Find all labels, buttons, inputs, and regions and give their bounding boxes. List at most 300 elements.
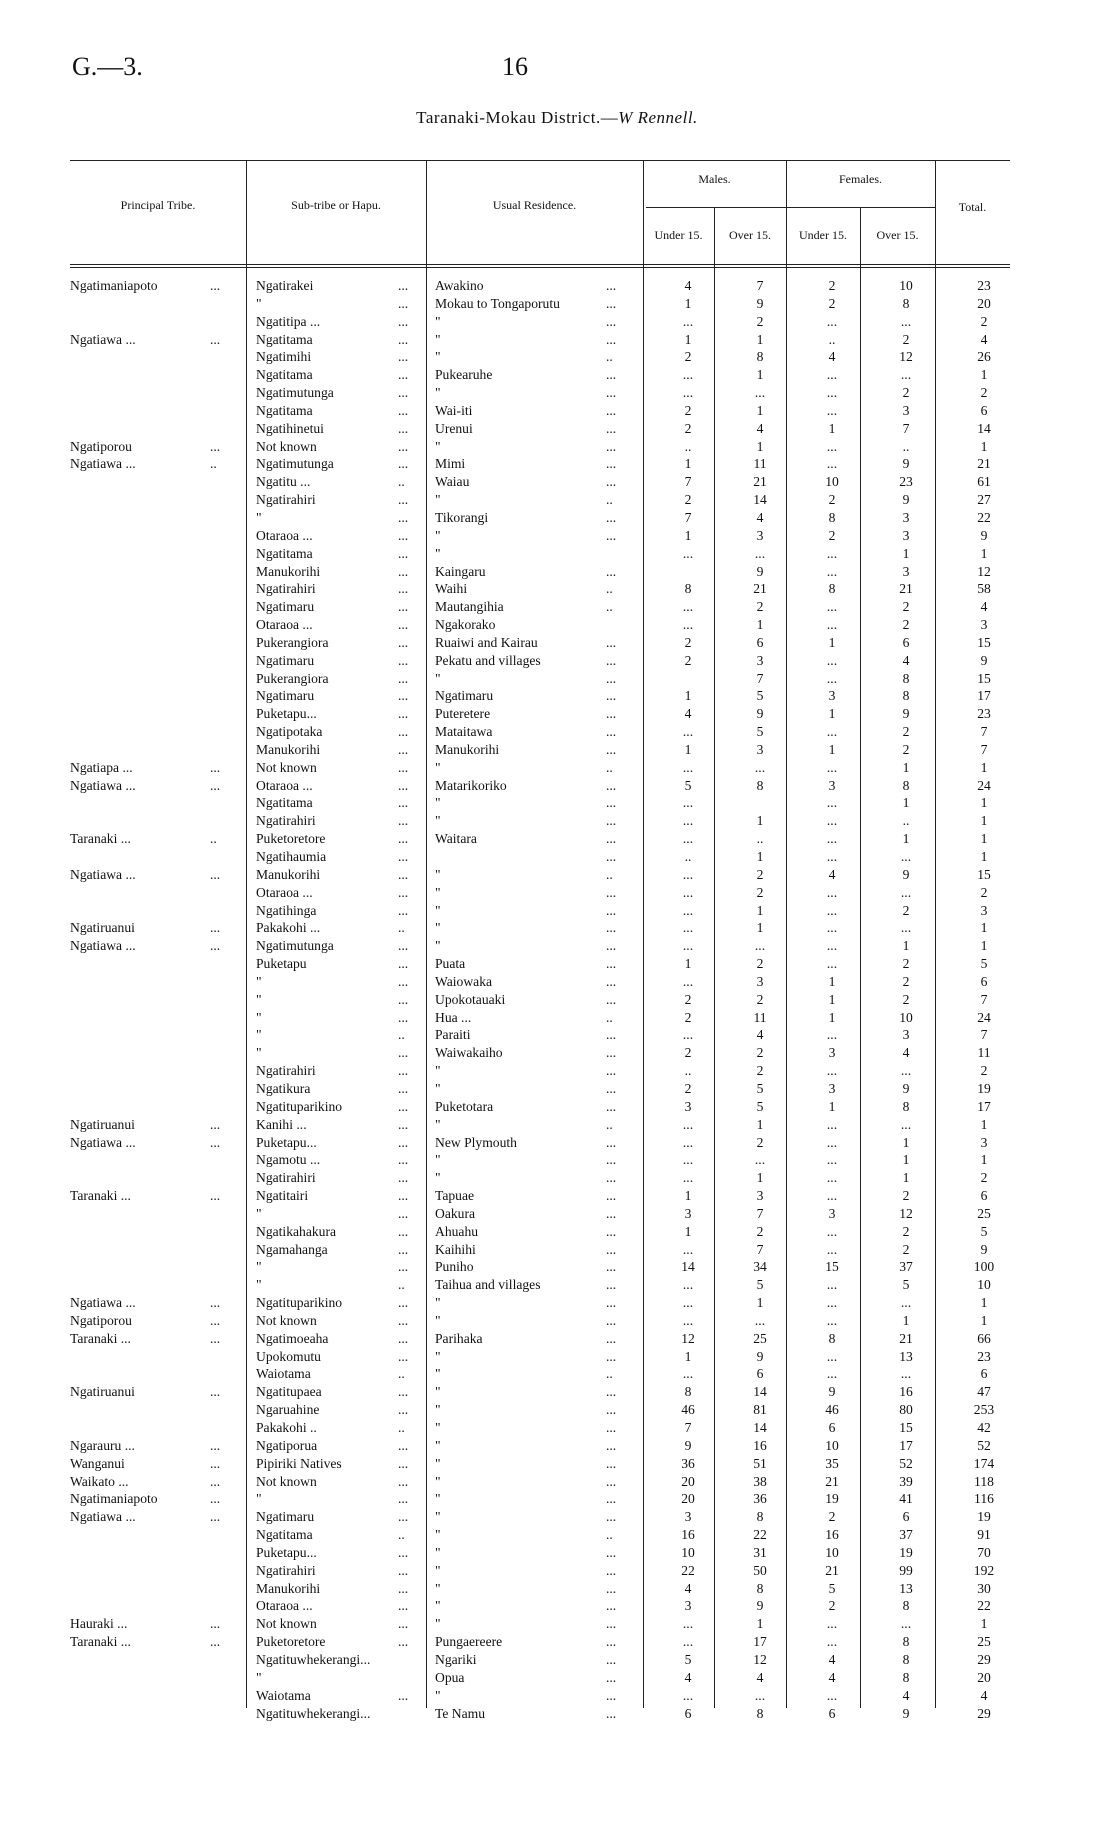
- subtribe-dots: ...: [398, 777, 409, 793]
- male-under15-cell: ...: [682, 1312, 694, 1328]
- subtribe-cell: Puketapu...: [256, 1134, 317, 1150]
- male-over15-cell: 5: [756, 1277, 764, 1293]
- table-row: [0, 1116, 1114, 1134]
- residence-cell: ": [435, 492, 441, 508]
- male-over15-cell: 50: [753, 1562, 767, 1578]
- subtribe-cell: ": [256, 509, 262, 525]
- residence-dots: ...: [606, 973, 617, 989]
- residence-cell: Parihaka: [435, 1330, 483, 1346]
- subtribe-cell: Upokomutu: [256, 1348, 321, 1364]
- residence-cell: Puata: [435, 956, 466, 972]
- table-row: [0, 670, 1114, 688]
- subtribe-cell: Ngatimaru: [256, 652, 315, 668]
- female-under15-cell: ...: [826, 385, 838, 401]
- female-over15-cell: 9: [902, 1705, 910, 1721]
- subtribe-dots: ..: [398, 1527, 405, 1543]
- subtribe-cell: Ngaruahine: [256, 1402, 320, 1418]
- male-under15-cell: 2: [684, 420, 692, 436]
- residence-dots: ...: [606, 1134, 617, 1150]
- female-under15-cell: ...: [826, 956, 838, 972]
- male-over15-cell: ...: [754, 1152, 766, 1168]
- female-under15-cell: 19: [825, 1491, 839, 1507]
- female-under15-cell: 1: [828, 706, 836, 722]
- male-under15-cell: ...: [682, 884, 694, 900]
- male-under15-cell: ...: [682, 545, 694, 561]
- tribe-cell: Ngatiawa ...: [70, 1134, 136, 1150]
- table-row: [0, 1633, 1114, 1651]
- table-row: [0, 1419, 1114, 1437]
- header-bottom-rule: [70, 264, 1010, 265]
- subtribe-cell: Ngatihaumia: [256, 849, 327, 864]
- female-over15-cell: 2: [902, 956, 910, 972]
- residence-cell: Ngatimaru: [435, 688, 494, 704]
- male-under15-cell: 3: [684, 1598, 692, 1614]
- female-under15-cell: ...: [826, 456, 838, 472]
- male-under15-cell: 1: [684, 956, 692, 972]
- col-header-females: Females.: [839, 172, 882, 186]
- residence-cell: ": [435, 1348, 441, 1364]
- female-over15-cell: 13: [899, 1348, 913, 1364]
- total-cell: 12: [977, 563, 991, 579]
- female-under15-cell: 10: [825, 474, 839, 490]
- total-cell: 1: [980, 1295, 988, 1311]
- male-over15-cell: 38: [753, 1473, 767, 1489]
- table-row: [0, 509, 1114, 527]
- subtribe-cell: Otaraoa ...: [256, 527, 313, 543]
- subtribe-cell: Ngatimutunga: [256, 938, 334, 954]
- table-row: [0, 545, 1114, 563]
- female-under15-cell: 35: [825, 1455, 839, 1471]
- male-over15-cell: 3: [756, 973, 764, 989]
- female-over15-cell: 2: [902, 385, 910, 401]
- subtribe-cell: Ngatitairi: [256, 1188, 309, 1204]
- table-row: [0, 1169, 1114, 1187]
- subtribe-dots: ..: [398, 1027, 405, 1043]
- subtribe-cell: ": [256, 1259, 262, 1275]
- male-under15-cell: 5: [684, 1651, 692, 1667]
- tribe-cell: Ngatiawa ...: [70, 1509, 136, 1525]
- male-over15-cell: 1: [756, 367, 764, 383]
- residence-cell: Waitara: [435, 831, 477, 847]
- table-row: [0, 1669, 1114, 1687]
- subtribe-dots: ...: [398, 1634, 409, 1650]
- female-under15-cell: ...: [826, 902, 838, 918]
- male-over15-cell: 81: [753, 1402, 767, 1418]
- residence-cell: ": [435, 1455, 441, 1471]
- subtribe-cell: Puketapu...: [256, 706, 317, 722]
- table-row: [0, 1544, 1114, 1562]
- residence-dots: ...: [606, 1491, 617, 1507]
- table-row: [0, 1098, 1114, 1116]
- male-over15-cell: 31: [753, 1544, 767, 1560]
- table-row: [0, 1437, 1114, 1455]
- female-over15-cell: 2: [902, 991, 910, 1007]
- male-under15-cell: 4: [684, 278, 692, 293]
- total-cell: 7: [980, 1027, 988, 1043]
- total-cell: 22: [977, 1598, 991, 1614]
- residence-cell: ": [435, 1063, 441, 1079]
- subtribe-dots: ..: [398, 1420, 405, 1435]
- subtribe-cell: Ngatiporua: [256, 1437, 318, 1453]
- total-cell: 2: [980, 1170, 988, 1186]
- tribe-cell: Ngatimaniapoto: [70, 1491, 158, 1507]
- total-cell: 6: [980, 1188, 988, 1204]
- male-over15-cell: 3: [756, 1188, 764, 1204]
- male-under15-cell: 2: [684, 1009, 692, 1025]
- residence-dots: ...: [606, 1170, 617, 1186]
- male-under15-cell: ...: [682, 313, 694, 329]
- total-cell: 6: [980, 402, 988, 418]
- male-over15-cell: 2: [756, 991, 764, 1007]
- tribe-dots: ...: [210, 1455, 221, 1471]
- table-row: [0, 1294, 1114, 1312]
- tribe-cell: Wanganui: [70, 1455, 125, 1471]
- male-over15-cell: ...: [754, 759, 766, 775]
- subtribe-cell: Manukorihi: [256, 866, 321, 882]
- female-under15-cell: 3: [828, 688, 836, 704]
- residence-cell: Tapuae: [435, 1188, 475, 1204]
- subtribe-cell: Ngatimaru: [256, 599, 315, 615]
- table-row: [0, 527, 1114, 545]
- tribe-dots: ...: [210, 1491, 221, 1507]
- female-under15-cell: 4: [828, 1669, 836, 1685]
- female-over15-cell: 37: [899, 1527, 913, 1543]
- residence-dots: ...: [606, 634, 617, 650]
- residence-dots: ...: [606, 1045, 617, 1061]
- subtribe-cell: ": [256, 1009, 262, 1025]
- male-over15-cell: 21: [753, 581, 767, 597]
- male-under15-cell: ...: [682, 1366, 694, 1382]
- table-row: [0, 884, 1114, 902]
- male-over15-cell: 7: [756, 670, 764, 686]
- table-row: [0, 1062, 1114, 1080]
- male-over15-cell: 1: [756, 617, 764, 633]
- male-under15-cell: 4: [684, 706, 692, 722]
- subtribe-dots: ...: [398, 331, 409, 347]
- female-over15-cell: 17: [899, 1437, 913, 1453]
- male-over15-cell: 25: [753, 1330, 767, 1346]
- residence-cell: Mataitawa: [435, 724, 493, 740]
- table-row: [0, 580, 1114, 598]
- female-over15-cell: 19: [899, 1544, 913, 1560]
- residence-cell: Mautangihia: [435, 599, 504, 615]
- total-cell: 1: [980, 1312, 988, 1328]
- male-over15-cell: 1: [756, 331, 764, 347]
- residence-cell: Wai-iti: [435, 402, 473, 418]
- residence-dots: ...: [606, 920, 617, 936]
- subtribe-cell: Ngatituparikino: [256, 1098, 343, 1114]
- male-over15-cell: 2: [756, 866, 764, 882]
- male-over15-cell: 8: [756, 1705, 764, 1721]
- subtribe-dots: ...: [398, 1134, 409, 1150]
- male-over15-cell: 2: [756, 956, 764, 972]
- male-over15-cell: 2: [756, 313, 764, 329]
- tribe-dots: ...: [210, 1384, 221, 1400]
- table-row: [0, 812, 1114, 830]
- female-under15-cell: ...: [826, 438, 838, 454]
- subtribe-dots: ...: [398, 1259, 409, 1275]
- female-under15-cell: 3: [828, 777, 836, 793]
- female-over15-cell: 10: [899, 278, 913, 293]
- total-cell: 14: [977, 420, 991, 436]
- residence-cell: New Plymouth: [435, 1134, 517, 1150]
- female-over15-cell: 2: [902, 599, 910, 615]
- table-row: [0, 1580, 1114, 1598]
- tribe-cell: Ngatiawa ...: [70, 938, 136, 954]
- female-under15-cell: ...: [826, 1295, 838, 1311]
- subtribe-dots: ...: [398, 492, 409, 508]
- subtribe-dots: ...: [398, 795, 409, 811]
- female-under15-cell: 1: [828, 741, 836, 757]
- subtribe-cell: Ngatirahiri: [256, 581, 316, 597]
- residence-cell: Ahuahu: [435, 1223, 479, 1239]
- male-over15-cell: ..: [756, 831, 764, 847]
- residence-dots: ...: [606, 402, 617, 418]
- table-row: [0, 1473, 1114, 1491]
- table-row: [0, 759, 1114, 777]
- subtribe-dots: ...: [398, 1473, 409, 1489]
- total-cell: 1: [980, 795, 988, 811]
- subtribe-dots: ...: [398, 688, 409, 704]
- table-row: [0, 1258, 1114, 1276]
- female-under15-cell: 2: [828, 527, 836, 543]
- tribe-cell: Ngatiruanui: [70, 920, 135, 936]
- female-over15-cell: 4: [902, 1045, 910, 1061]
- female-over15-cell: 80: [899, 1402, 913, 1418]
- male-under15-cell: 5: [684, 777, 692, 793]
- total-cell: 25: [977, 1205, 991, 1221]
- male-over15-cell: 21: [753, 474, 767, 490]
- subtribe-dots: ...: [398, 938, 409, 954]
- female-over15-cell: 13: [899, 1580, 913, 1596]
- male-over15-cell: 2: [756, 1063, 764, 1079]
- male-under15-cell: ...: [682, 385, 694, 401]
- residence-cell: ": [435, 670, 441, 686]
- table-row: [0, 348, 1114, 366]
- female-under15-cell: 46: [825, 1402, 839, 1418]
- subtribe-dots: ...: [398, 313, 409, 329]
- female-under15-cell: 1: [828, 1098, 836, 1114]
- table-row: [0, 563, 1114, 581]
- tribe-dots: ...: [210, 1634, 221, 1650]
- total-cell: 30: [977, 1580, 991, 1596]
- total-cell: 9: [980, 652, 988, 668]
- male-under15-cell: 8: [684, 581, 692, 597]
- male-over15-cell: 3: [756, 652, 764, 668]
- subtribe-cell: ": [256, 1205, 262, 1221]
- residence-dots: ...: [606, 1080, 617, 1096]
- tribe-dots: ...: [210, 920, 221, 936]
- residence-dots: ...: [606, 849, 617, 864]
- total-cell: 3: [980, 617, 988, 633]
- residence-cell: ": [435, 813, 441, 829]
- male-under15-cell: ...: [682, 1152, 694, 1168]
- male-under15-cell: 2: [684, 402, 692, 418]
- residence-cell: Paraiti: [435, 1027, 471, 1043]
- table-row: [0, 277, 1114, 295]
- residence-cell: ": [435, 385, 441, 401]
- residence-cell: ": [435, 1366, 441, 1382]
- residence-cell: ": [435, 938, 441, 954]
- female-under15-cell: 6: [828, 1705, 836, 1721]
- male-over15-cell: 11: [753, 1009, 767, 1025]
- total-cell: 11: [977, 1045, 991, 1061]
- district-name: Taranaki-Mokau District.—: [416, 108, 619, 127]
- female-under15-cell: 6: [828, 1420, 836, 1435]
- subtribe-cell: Ngatikura: [256, 1080, 311, 1096]
- female-under15-cell: 2: [828, 492, 836, 508]
- table-row: [0, 1365, 1114, 1383]
- residence-cell: Puteretere: [435, 706, 491, 722]
- male-over15-cell: 5: [756, 724, 764, 740]
- residence-dots: ...: [606, 1295, 617, 1311]
- residence-cell: ": [435, 795, 441, 811]
- male-under15-cell: 1: [684, 688, 692, 704]
- total-cell: 5: [980, 1223, 988, 1239]
- male-under15-cell: 7: [684, 474, 692, 490]
- male-over15-cell: 51: [753, 1455, 767, 1471]
- female-over15-cell: 1: [902, 831, 910, 847]
- residence-dots: ..: [606, 1366, 613, 1382]
- total-cell: 7: [980, 991, 988, 1007]
- subtribe-dots: ...: [398, 956, 409, 972]
- male-over15-cell: 2: [756, 884, 764, 900]
- residence-dots: ...: [606, 884, 617, 900]
- residence-dots: ...: [606, 563, 617, 579]
- female-under15-cell: ...: [826, 1687, 838, 1703]
- residence-cell: ": [435, 1491, 441, 1507]
- residence-dots: ...: [606, 831, 617, 847]
- subtribe-cell: Not known: [256, 1473, 317, 1489]
- residence-cell: Pungaereere: [435, 1634, 503, 1650]
- male-under15-cell: ...: [682, 813, 694, 829]
- residence-dots: ...: [606, 1616, 617, 1632]
- subtribe-cell: Pukerangiora: [256, 670, 329, 686]
- female-under15-cell: ..: [828, 331, 836, 347]
- total-cell: 3: [980, 902, 988, 918]
- subtribe-dots: ...: [398, 1687, 409, 1703]
- table-row: [0, 794, 1114, 812]
- residence-dots: ...: [606, 1705, 617, 1721]
- residence-cell: ": [435, 1562, 441, 1578]
- female-over15-cell: 37: [899, 1259, 913, 1275]
- subtribe-dots: ...: [398, 1152, 409, 1168]
- female-over15-cell: ...: [900, 849, 912, 864]
- subtribe-cell: Ngatitama: [256, 367, 313, 383]
- subtribe-dots: ...: [398, 741, 409, 757]
- total-cell: 1: [980, 367, 988, 383]
- total-cell: 7: [980, 724, 988, 740]
- total-cell: 118: [974, 1473, 994, 1489]
- female-under15-cell: 1: [828, 420, 836, 436]
- male-over15-cell: 12: [753, 1651, 767, 1667]
- residence-cell: ": [435, 1295, 441, 1311]
- female-over15-cell: 3: [902, 1027, 910, 1043]
- table-row: [0, 1276, 1114, 1294]
- table-row: [0, 1348, 1114, 1366]
- table-row: [0, 1562, 1114, 1580]
- female-over15-cell: 1: [902, 545, 910, 561]
- female-under15-cell: ...: [826, 1027, 838, 1043]
- subtribe-dots: ...: [398, 1188, 409, 1204]
- male-over15-cell: ...: [754, 545, 766, 561]
- male-over15-cell: 1: [756, 902, 764, 918]
- residence-dots: ...: [606, 991, 617, 1007]
- residence-dots: ...: [606, 1437, 617, 1453]
- residence-cell: ": [435, 884, 441, 900]
- table-row: [0, 705, 1114, 723]
- col-header-male-over15: Over 15.: [729, 228, 771, 242]
- male-over15-cell: 34: [753, 1259, 767, 1275]
- residence-dots: ...: [606, 295, 617, 311]
- table-row: [0, 866, 1114, 884]
- tribe-cell: Ngatiawa ...: [70, 456, 136, 472]
- table-row: [0, 1009, 1114, 1027]
- tribe-dots: ...: [210, 1330, 221, 1346]
- subtribe-dots: ...: [398, 1437, 409, 1453]
- subtribe-dots: ...: [398, 634, 409, 650]
- subtribe-dots: ...: [398, 1509, 409, 1525]
- residence-cell: ": [435, 313, 441, 329]
- female-over15-cell: 10: [899, 1009, 913, 1025]
- residence-cell: ": [435, 527, 441, 543]
- residence-dots: ...: [606, 902, 617, 918]
- residence-dots: ...: [606, 456, 617, 472]
- subtribe-cell: Otaraoa ...: [256, 617, 313, 633]
- female-under15-cell: 16: [825, 1527, 839, 1543]
- female-over15-cell: 12: [899, 1205, 913, 1221]
- female-under15-cell: ...: [826, 1188, 838, 1204]
- residence-dots: ...: [606, 385, 617, 401]
- tribe-cell: Ngatiawa ...: [70, 866, 136, 882]
- male-over15-cell: ...: [754, 385, 766, 401]
- female-over15-cell: 8: [902, 1598, 910, 1614]
- total-cell: 2: [980, 385, 988, 401]
- page-title: [0, 108, 1114, 128]
- residence-dots: ...: [606, 1223, 617, 1239]
- total-cell: 1: [980, 1152, 988, 1168]
- table-row: [0, 1205, 1114, 1223]
- female-under15-cell: 1: [828, 973, 836, 989]
- subtribe-cell: Ngatimutunga: [256, 385, 334, 401]
- subtribe-cell: Ngatimutunga: [256, 456, 334, 472]
- total-cell: 42: [977, 1420, 991, 1435]
- total-cell: 29: [977, 1705, 991, 1721]
- tribe-cell: Ngatimaniapoto: [70, 278, 158, 293]
- residence-cell: ": [435, 349, 441, 365]
- subtribe-dots: ...: [398, 884, 409, 900]
- table-row: [0, 652, 1114, 670]
- residence-dots: ...: [606, 938, 617, 954]
- female-under15-cell: ...: [826, 795, 838, 811]
- male-under15-cell: ...: [682, 617, 694, 633]
- subtribe-dots: ...: [398, 973, 409, 989]
- female-over15-cell: 8: [902, 1651, 910, 1667]
- female-under15-cell: 4: [828, 1651, 836, 1667]
- table-row: [0, 741, 1114, 759]
- residence-cell: ": [435, 1384, 441, 1400]
- subtribe-cell: Waiotama: [256, 1687, 311, 1703]
- male-under15-cell: 1: [684, 1188, 692, 1204]
- tribe-dots: ...: [210, 1312, 221, 1328]
- total-cell: 2: [980, 884, 988, 900]
- residence-cell: ": [435, 545, 441, 561]
- male-under15-cell: ...: [682, 866, 694, 882]
- residence-cell: Mokau to Tongaporutu: [435, 295, 560, 311]
- tribe-cell: Taranaki ...: [70, 1634, 131, 1650]
- residence-dots: ...: [606, 1348, 617, 1364]
- total-cell: 24: [977, 777, 991, 793]
